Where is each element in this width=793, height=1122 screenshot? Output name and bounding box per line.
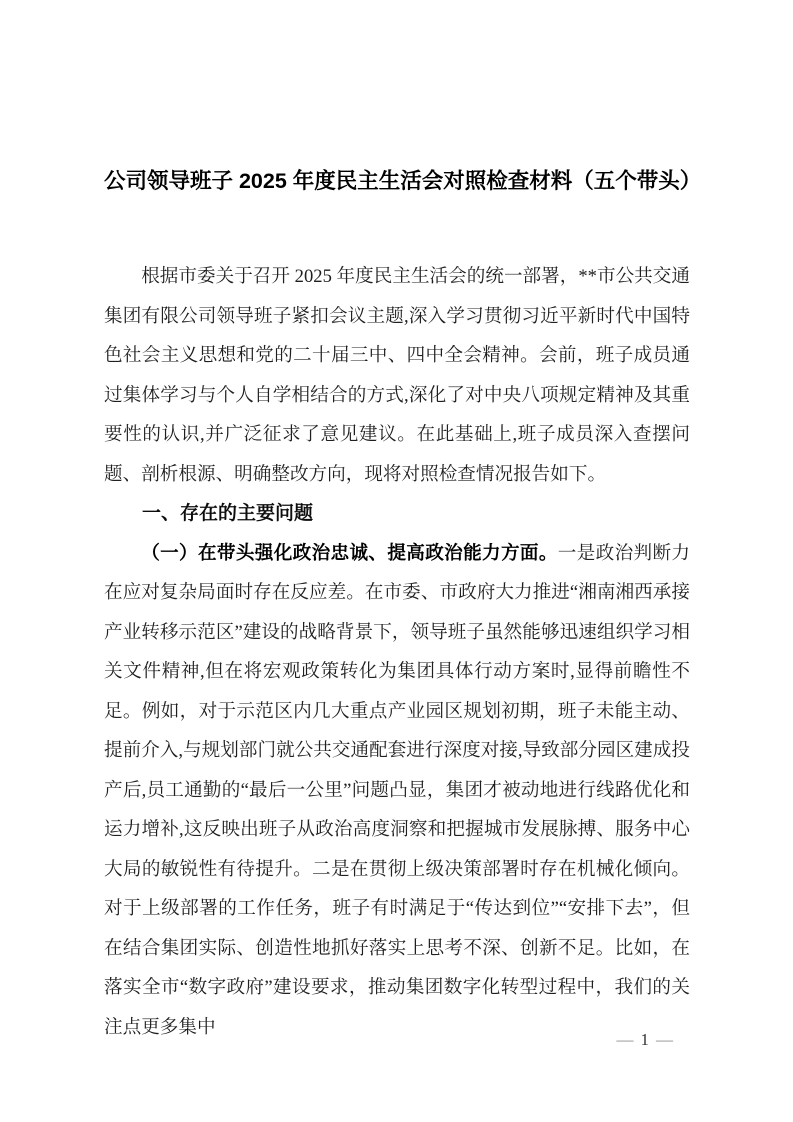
footer-dash-left: — — [616, 1030, 634, 1049]
section-heading-main-problems: 一、存在的主要问题 — [142, 503, 314, 524]
document-body — [104, 166, 702, 1047]
intro-paragraph: 根据市委关于召开 2025 年度民主生活会的统一部署，**市公共交通集团有限公司领导班子紧扣会议主题,深入学习贯彻习近平新时代中国特色社会主义思想和党的二十届三中、四中全会精神。会前，班子成员通过集体学习与个人自学相结合的方式,深化了对中央八项规定精神及其重要性的认识,并广泛征求了意见建议。在此基础上,班子成员深入查摆问题、剖析根源、明确整改方向，现将对照检查情况报告如下。 — [104, 266, 690, 485]
subsection-lead-bold: （一）在带头强化政治忠诚、提高政治能力方面。 — [141, 542, 558, 564]
subsection-paragraph — [104, 534, 690, 1048]
document-title: 公司领导班子 2025 年度民主生活会对照检查材料（五个带头） — [104, 169, 702, 193]
footer-dash-right: — — [656, 1030, 673, 1049]
page-number: 1 — [640, 1030, 649, 1049]
subsection-body-text: 一是政治判断力在应对复杂局面时存在反应差。在市委、市政府大力推进“湘南湘西承接产业转移示范区”建设的战略背景下，领导班子虽然能够迅速组织学习相关文件精神,但在将宏观政策转化为集团具体行动方案时,显得前瞻性不足。例如，对于示范区内几大重点产业园区规划初期，班子未能主动、提前介入,与规划部门就公共交通配套进行深度对接,导致部分园区建成投产后,员工通勤的“最后一公里”问题凸显，集团才被动地进行线路优化和运力增补,这反映出班子从政治高度洞察和把握城市发展脉搏、服务中心大局的敏锐性有待提升。二是在贯彻上级决策部署时存在机械化倾向。对于上级部署的工作任务，班子有时满足于“传达到位”“安排下去”，但在结合集团实际、创造性地抓好落实上思考不深、创新不足。比如，在落实全市“数字政府”建设要求，推动集团数字化转型过程中，我们的关注点更多集中 — [104, 542, 690, 1038]
page-footer — [617, 1030, 674, 1050]
